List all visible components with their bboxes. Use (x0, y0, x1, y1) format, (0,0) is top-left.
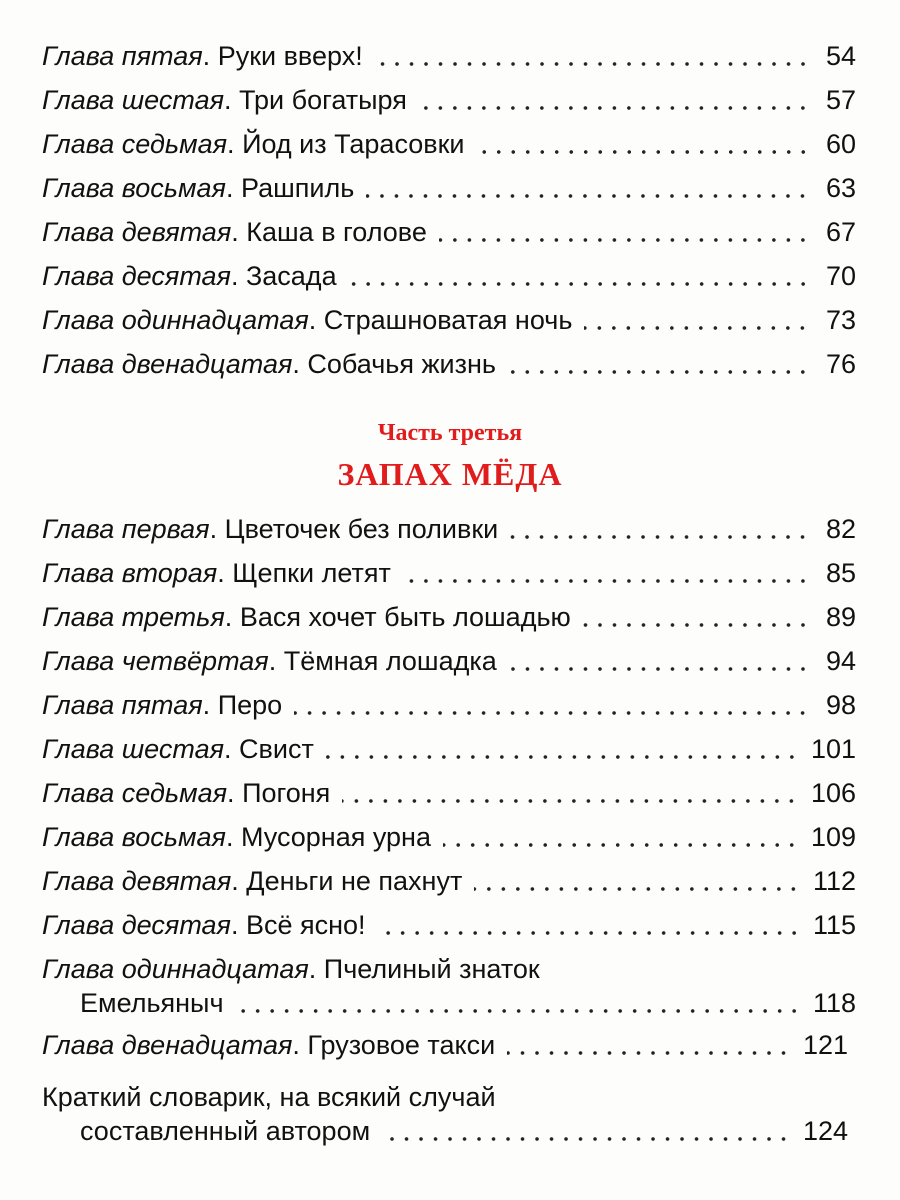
chapter-title: Страшноватая ночь (323, 305, 573, 335)
entry-first-line (42, 952, 856, 986)
glossary-title-continued: составленный автором (80, 1116, 371, 1146)
chapter-separator: . (230, 261, 246, 291)
dot-leader (439, 237, 810, 243)
chapter-separator: . (224, 85, 240, 115)
dot-leader (584, 325, 810, 331)
chapter-separator: . (292, 1030, 308, 1060)
toc-entry-multiline (42, 952, 856, 1020)
toc-entry (42, 600, 856, 634)
dot-leader (366, 193, 810, 199)
dot-leader (349, 281, 810, 287)
chapter-title: Засада (245, 261, 337, 291)
page-number: 112 (812, 866, 856, 896)
chapter-separator: . (224, 734, 240, 764)
page-number: 101 (810, 734, 856, 764)
chapter-separator: . (292, 349, 308, 379)
dot-leader (236, 1008, 801, 1014)
chapter-title: Перо (217, 690, 283, 720)
chapter-separator: . (224, 602, 240, 632)
toc-entry (42, 127, 856, 161)
toc-entry (42, 864, 856, 898)
page-number: 121 (802, 1030, 848, 1060)
chapter-separator: . (308, 305, 324, 335)
page-number: 109 (810, 822, 856, 852)
part-label: Часть третья (377, 420, 523, 446)
page-number: 106 (810, 778, 856, 808)
page-number: 82 (825, 514, 856, 544)
toc-entry (42, 644, 856, 678)
chapter-separator: . (231, 866, 247, 896)
chapter-separator: . (230, 910, 246, 940)
toc-entry (42, 776, 856, 810)
page-number: 54 (825, 41, 856, 71)
page-number: 60 (825, 129, 856, 159)
chapter-number: Глава шестая (42, 85, 225, 115)
chapter-separator: . (231, 217, 247, 247)
chapter-number: Глава шестая (42, 734, 225, 764)
page-number: 73 (825, 305, 856, 335)
chapter-title: Грузовое такси (307, 1030, 496, 1060)
chapter-number: Глава десятая (42, 261, 231, 291)
page-number: 76 (825, 349, 856, 379)
chapter-title-continued: Емельяныч (80, 988, 224, 1018)
toc-entry (42, 820, 856, 854)
chapter-separator: . (227, 129, 243, 159)
chapter-number: Глава вторая (42, 558, 218, 588)
chapter-title: Цветочек без поливки (224, 514, 499, 544)
page-number: 94 (825, 646, 856, 676)
chapter-number: Глава третья (42, 602, 225, 632)
chapter-title: Вася хочет быть лошадью (239, 602, 571, 632)
dot-leader (382, 1136, 791, 1142)
chapter-number: Глава четвёртая (42, 646, 269, 676)
chapter-separator: . (202, 41, 218, 71)
chapter-title: Рашпиль (240, 173, 355, 203)
chapter-separator: . (225, 822, 241, 852)
chapter-title: Деньги не пахнут (246, 866, 463, 896)
dot-leader (477, 149, 811, 155)
toc-entry (42, 259, 856, 293)
page-number: 70 (825, 261, 856, 291)
page-number: 124 (802, 1116, 848, 1146)
dot-leader (378, 930, 801, 936)
page-number: 89 (825, 602, 856, 632)
toc-entry-glossary (42, 1080, 848, 1148)
dot-leader (294, 710, 810, 716)
toc-entry (42, 83, 856, 117)
chapter-separator: . (308, 954, 324, 984)
chapter-number: Глава двенадцатая (42, 1030, 293, 1060)
dot-leader (508, 369, 810, 375)
chapter-number: Глава восьмая (42, 822, 226, 852)
glossary-second-line (42, 1114, 848, 1148)
chapter-number: Глава одиннадцатая (42, 305, 309, 335)
chapter-number: Глава девятая (42, 866, 232, 896)
chapter-number: Глава десятая (42, 910, 231, 940)
dot-leader (509, 666, 810, 672)
dot-leader (507, 1050, 791, 1056)
dot-leader (443, 842, 799, 848)
chapter-number: Глава девятая (42, 217, 232, 247)
chapter-title: Йод из Тарасовки (242, 129, 465, 159)
chapter-separator: . (268, 646, 284, 676)
toc-entry (42, 732, 856, 766)
dot-leader (510, 534, 810, 540)
toc-entry (42, 908, 856, 942)
page-number: 118 (812, 988, 856, 1018)
chapter-separator: . (202, 690, 218, 720)
chapter-title: Мусорная урна (240, 822, 431, 852)
chapter-number: Глава первая (42, 514, 210, 544)
dot-leader (474, 886, 801, 892)
entry-second-line (42, 986, 856, 1020)
toc-entry (42, 512, 856, 546)
part-title: ЗАПАХ МЁДА (337, 456, 563, 492)
page-number: 57 (825, 85, 856, 115)
dot-leader (419, 105, 810, 111)
toc-entry (42, 347, 856, 381)
chapter-number: Глава седьмая (42, 129, 228, 159)
chapter-title: Щепки летят (232, 558, 391, 588)
chapter-number: Глава пятая (42, 41, 203, 71)
chapter-title: Свист (239, 734, 314, 764)
toc-entry (42, 303, 856, 337)
toc-entry (42, 1028, 848, 1062)
chapter-separator: . (225, 173, 241, 203)
page-number: 85 (825, 558, 856, 588)
toc-entry (42, 215, 856, 249)
chapter-separator: . (227, 778, 243, 808)
page-number: 67 (825, 217, 856, 247)
chapter-title: Руки вверх! (217, 41, 363, 71)
chapter-number: Глава восьмая (42, 173, 226, 203)
toc-entry (42, 556, 856, 590)
chapter-title: Три богатыря (239, 85, 407, 115)
dot-leader (375, 61, 810, 67)
dot-leader (403, 578, 810, 584)
chapter-title: Собачья жизнь (307, 349, 496, 379)
dot-leader (326, 754, 799, 760)
toc-entry (42, 171, 856, 205)
chapter-separator: . (209, 514, 225, 544)
chapter-separator: . (217, 558, 233, 588)
toc-entry (42, 688, 856, 722)
glossary-first-line: Краткий словарик, на всякий случай (42, 1082, 496, 1112)
chapter-number: Глава пятая (42, 690, 203, 720)
page-number: 63 (825, 173, 856, 203)
chapter-title: Каша в голове (246, 217, 427, 247)
chapter-title: Всё ясно! (245, 910, 366, 940)
dot-leader (342, 798, 799, 804)
chapter-title: Тёмная лошадка (283, 646, 497, 676)
page-number: 98 (825, 690, 856, 720)
toc-entry (42, 39, 856, 73)
chapter-number: Глава седьмая (42, 778, 228, 808)
chapter-number: Глава одиннадцатая (42, 954, 309, 984)
chapter-title: Пчелиный знаток (323, 954, 540, 984)
chapter-number: Глава двенадцатая (42, 349, 293, 379)
page-number: 115 (812, 910, 856, 940)
chapter-title: Погоня (242, 778, 331, 808)
dot-leader (583, 622, 810, 628)
